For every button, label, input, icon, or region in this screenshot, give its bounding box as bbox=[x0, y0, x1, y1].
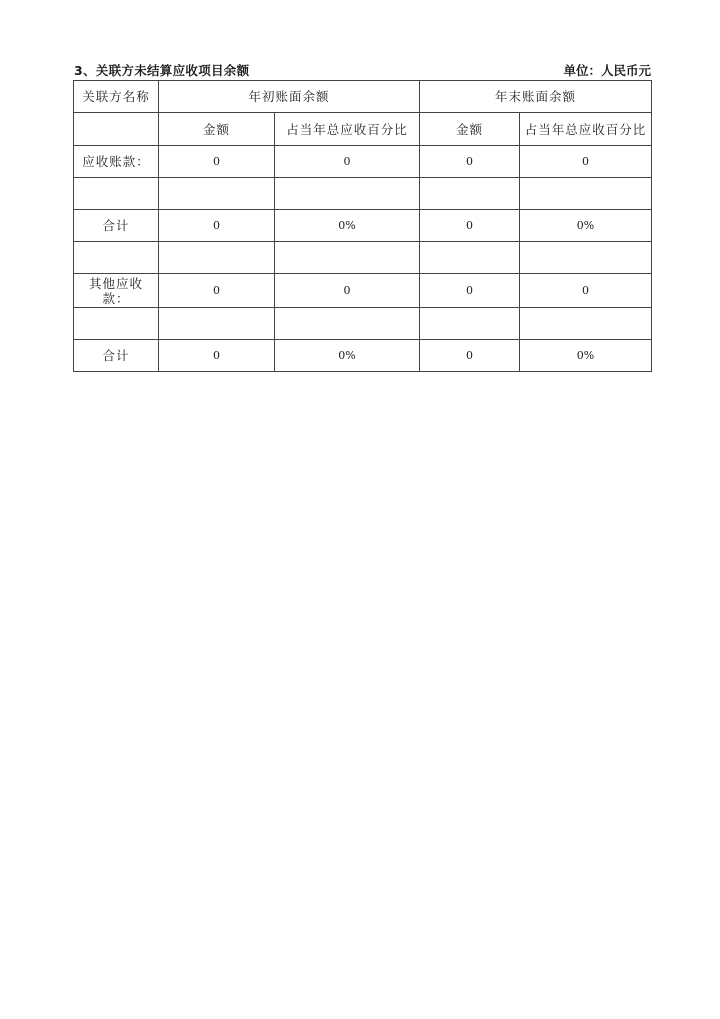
cell-opening-amount: 0 bbox=[159, 274, 275, 308]
header-party-name: 关联方名称 bbox=[74, 81, 159, 113]
cell-opening-pct bbox=[275, 242, 420, 274]
cell-closing-amount: 0 bbox=[420, 274, 520, 308]
cell-opening-amount bbox=[159, 242, 275, 274]
table-row bbox=[74, 242, 652, 274]
header-opening-pct: 占当年总应收百分比 bbox=[275, 113, 420, 146]
related-party-receivables-table bbox=[73, 80, 652, 372]
cell-opening-pct: 0% bbox=[275, 210, 420, 242]
cell-closing-pct bbox=[520, 242, 652, 274]
row-label: 合计 bbox=[74, 340, 159, 372]
cell-opening-amount bbox=[159, 178, 275, 210]
cell-opening-amount bbox=[159, 308, 275, 340]
table-row bbox=[74, 274, 652, 308]
table-row bbox=[74, 340, 652, 372]
row-label bbox=[74, 308, 159, 340]
cell-opening-amount: 0 bbox=[159, 210, 275, 242]
cell-closing-pct: 0% bbox=[520, 210, 652, 242]
currency-unit-label: 单位：人民币元 bbox=[563, 63, 651, 78]
table-row bbox=[74, 308, 652, 340]
table-header-row-1 bbox=[74, 81, 652, 113]
cell-opening-pct: 0% bbox=[275, 340, 420, 372]
cell-closing-amount bbox=[420, 308, 520, 340]
section-title: 3、关联方未结算应收项目余额 bbox=[74, 61, 249, 81]
cell-closing-amount bbox=[420, 178, 520, 210]
cell-opening-pct: 0 bbox=[275, 274, 420, 308]
table-row bbox=[74, 178, 652, 210]
cell-opening-pct bbox=[275, 308, 420, 340]
header-opening-balance: 年初账面余额 bbox=[159, 81, 420, 113]
row-label bbox=[74, 178, 159, 210]
header-empty-cell bbox=[74, 113, 159, 146]
section-header bbox=[74, 61, 651, 81]
row-label: 应收账款： bbox=[74, 146, 159, 178]
cell-opening-pct bbox=[275, 178, 420, 210]
header-closing-pct: 占当年总应收百分比 bbox=[520, 113, 652, 146]
cell-closing-amount: 0 bbox=[420, 146, 520, 178]
cell-closing-pct bbox=[520, 308, 652, 340]
header-closing-balance: 年末账面余额 bbox=[420, 81, 652, 113]
row-label: 其他应收款： bbox=[74, 274, 159, 308]
cell-closing-amount: 0 bbox=[420, 340, 520, 372]
cell-closing-pct bbox=[520, 178, 652, 210]
cell-closing-pct: 0% bbox=[520, 340, 652, 372]
cell-closing-pct: 0 bbox=[520, 146, 652, 178]
header-closing-amount: 金额 bbox=[420, 113, 520, 146]
row-label bbox=[74, 242, 159, 274]
table-header-row-2 bbox=[74, 113, 652, 146]
cell-opening-pct: 0 bbox=[275, 146, 420, 178]
cell-closing-amount bbox=[420, 242, 520, 274]
table-row bbox=[74, 146, 652, 178]
header-opening-amount: 金额 bbox=[159, 113, 275, 146]
cell-closing-amount: 0 bbox=[420, 210, 520, 242]
cell-opening-amount: 0 bbox=[159, 340, 275, 372]
cell-closing-pct: 0 bbox=[520, 274, 652, 308]
cell-opening-amount: 0 bbox=[159, 146, 275, 178]
table-row bbox=[74, 210, 652, 242]
row-label: 合计 bbox=[74, 210, 159, 242]
